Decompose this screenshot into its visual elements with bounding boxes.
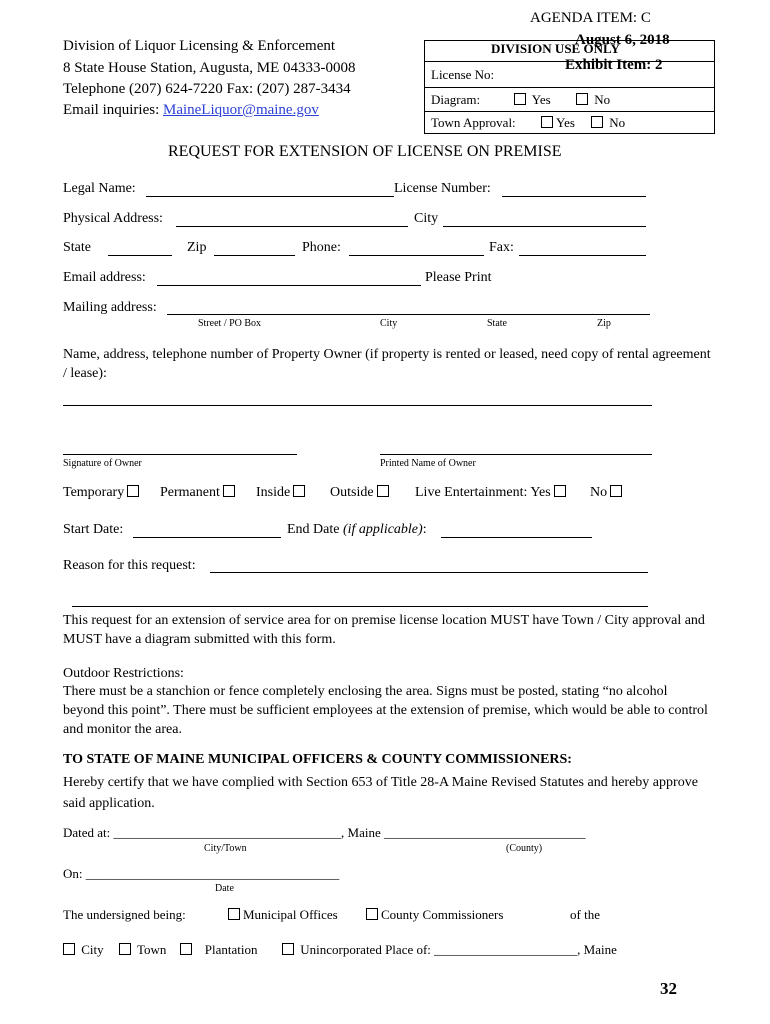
owner-printed-name-field[interactable] <box>380 454 652 455</box>
owner-signature-field[interactable] <box>63 454 297 455</box>
option-outside[interactable]: Outside <box>330 485 392 501</box>
sub-date: Date <box>215 883 234 894</box>
end-date-field[interactable] <box>441 537 592 538</box>
physical-address-field[interactable] <box>176 226 408 227</box>
sub-city-town: City/Town <box>204 843 247 854</box>
license-number-label: License Number: <box>394 181 491 196</box>
phone-field[interactable] <box>349 255 484 256</box>
outdoor-text: There must be a stanchion or fence completely enclosing the area. Signs must be posted, stating “no alcohol beyond this point”. There must be sufficient employees at the extension of premise, which would be able to control and monitor the area. <box>63 684 708 737</box>
zip-label: Zip <box>187 240 207 255</box>
checkbox-icon <box>180 943 192 955</box>
checkbox-icon <box>293 485 305 497</box>
checkbox-icon <box>541 116 553 128</box>
option-county-commissioners[interactable]: County Commissioners <box>366 907 503 923</box>
sub-zip: Zip <box>597 318 611 329</box>
agency-phone-fax: Telephone (207) 624-7220 Fax: (207) 287-3434 <box>63 81 351 97</box>
email-link[interactable]: MaineLiquor@maine.gov <box>162 102 319 118</box>
signature-of-owner-label: Signature of Owner <box>63 458 142 469</box>
agenda-date: August 6, 2018 <box>575 32 670 48</box>
page-number: 32 <box>660 979 677 998</box>
mailing-address-field[interactable] <box>167 314 650 315</box>
option-temporary[interactable]: Temporary <box>63 485 142 501</box>
checkbox-icon <box>63 943 75 955</box>
email-address-label: Email address: <box>63 270 146 285</box>
zip-field[interactable] <box>214 255 295 256</box>
sub-county: (County) <box>506 843 543 854</box>
option-city[interactable]: City <box>63 942 104 958</box>
checkbox-icon <box>591 116 603 128</box>
city-label: City <box>414 211 439 226</box>
sub-street: Street / PO Box <box>198 318 262 329</box>
agenda-item-label: AGENDA ITEM: C <box>530 10 651 26</box>
state-field[interactable] <box>108 255 172 256</box>
form-title: REQUEST FOR EXTENSION OF LICENSE ON PREMISE <box>168 143 562 160</box>
checkbox-icon <box>576 93 588 105</box>
on-date-line[interactable]: On: _______________________________________ <box>63 866 340 881</box>
license-no-label: License No: <box>431 67 495 82</box>
end-date-label: End Date (if applicable): <box>287 522 427 537</box>
owner-instruction: Name, address, telephone number of Property Owner (if property is rented or leased, need copy of rental agreement / lease): <box>63 347 711 381</box>
option-municipal-offices[interactable]: Municipal Offices <box>228 907 338 923</box>
option-live-entertainment-no[interactable]: No <box>590 485 625 501</box>
email-address-field[interactable] <box>157 285 421 286</box>
undersigned-label: The undersigned being: <box>63 907 186 922</box>
license-number-field[interactable] <box>502 196 646 197</box>
option-plantation[interactable]: Plantation <box>180 942 257 958</box>
phone-label: Phone: <box>302 240 341 255</box>
town-approval-label: Town Approval: <box>431 115 516 130</box>
division-use-only-box <box>424 40 715 134</box>
legal-name-label: Legal Name: <box>63 181 136 196</box>
email-label: Email inquiries: <box>63 102 160 118</box>
extension-notice: This request for an extension of service area for on premise license location MUST have Town / City approval and MUST have a diagram submitted with this form. <box>63 613 705 647</box>
fax-field[interactable] <box>519 255 646 256</box>
checkbox-icon <box>127 485 139 497</box>
option-live-entertainment-yes[interactable]: Live Entertainment: Yes <box>415 485 569 501</box>
mailing-address-label: Mailing address: <box>63 300 157 315</box>
town-approval-no[interactable]: No <box>588 115 625 131</box>
diagram-yes[interactable]: Yes <box>511 92 551 108</box>
legal-name-field[interactable] <box>146 196 394 197</box>
division-box-title: DIVISION USE ONLY <box>491 41 620 56</box>
of-the-label: of the <box>570 907 600 922</box>
option-permanent[interactable]: Permanent <box>160 485 238 501</box>
agency-email-line <box>63 102 319 119</box>
option-inside[interactable]: Inside <box>256 485 308 501</box>
sub-state: State <box>487 318 507 329</box>
dated-at-line[interactable]: Dated at: ___________________________________, Maine _______________________________ <box>63 825 586 840</box>
town-approval-yes[interactable]: Yes <box>538 115 575 131</box>
reason-field-line-1[interactable] <box>210 572 648 573</box>
checkbox-icon <box>514 93 526 105</box>
sub-city: City <box>380 318 398 329</box>
option-unincorporated[interactable]: Unincorporated Place of: ______________________, Maine <box>282 942 617 958</box>
state-label: State <box>63 240 91 255</box>
checkbox-icon <box>282 943 294 955</box>
diagram-no[interactable]: No <box>573 92 610 108</box>
please-print-note: Please Print <box>425 270 492 285</box>
checkbox-icon <box>228 908 240 920</box>
checkbox-icon <box>119 943 131 955</box>
diagram-label: Diagram: <box>431 92 481 107</box>
city-field[interactable] <box>443 226 646 227</box>
start-date-label: Start Date: <box>63 522 124 537</box>
printed-name-of-owner-label: Printed Name of Owner <box>380 458 476 469</box>
owner-info-field[interactable] <box>63 405 652 406</box>
certify-text: Hereby certify that we have complied with Section 653 of Title 28-A Maine Revised Statutes and hereby approve said application. <box>63 775 698 811</box>
outdoor-heading: Outdoor Restrictions: <box>63 666 184 681</box>
checkbox-icon <box>366 908 378 920</box>
exhibit-item: Exhibit Item: 2 <box>565 57 663 73</box>
checkbox-icon <box>223 485 235 497</box>
fax-label: Fax: <box>489 240 514 255</box>
physical-address-label: Physical Address: <box>63 211 163 226</box>
checkbox-icon <box>610 485 622 497</box>
option-town[interactable]: Town <box>119 942 166 958</box>
reason-field-line-2[interactable] <box>72 606 648 607</box>
reason-label: Reason for this request: <box>63 558 196 573</box>
certify-heading: TO STATE OF MAINE MUNICIPAL OFFICERS & COUNTY COMMISSIONERS: <box>63 752 572 767</box>
start-date-field[interactable] <box>133 537 281 538</box>
agency-address: 8 State House Station, Augusta, ME 04333-0008 <box>63 60 356 76</box>
checkbox-icon <box>377 485 389 497</box>
agency-name: Division of Liquor Licensing & Enforcement <box>63 38 336 54</box>
checkbox-icon <box>554 485 566 497</box>
